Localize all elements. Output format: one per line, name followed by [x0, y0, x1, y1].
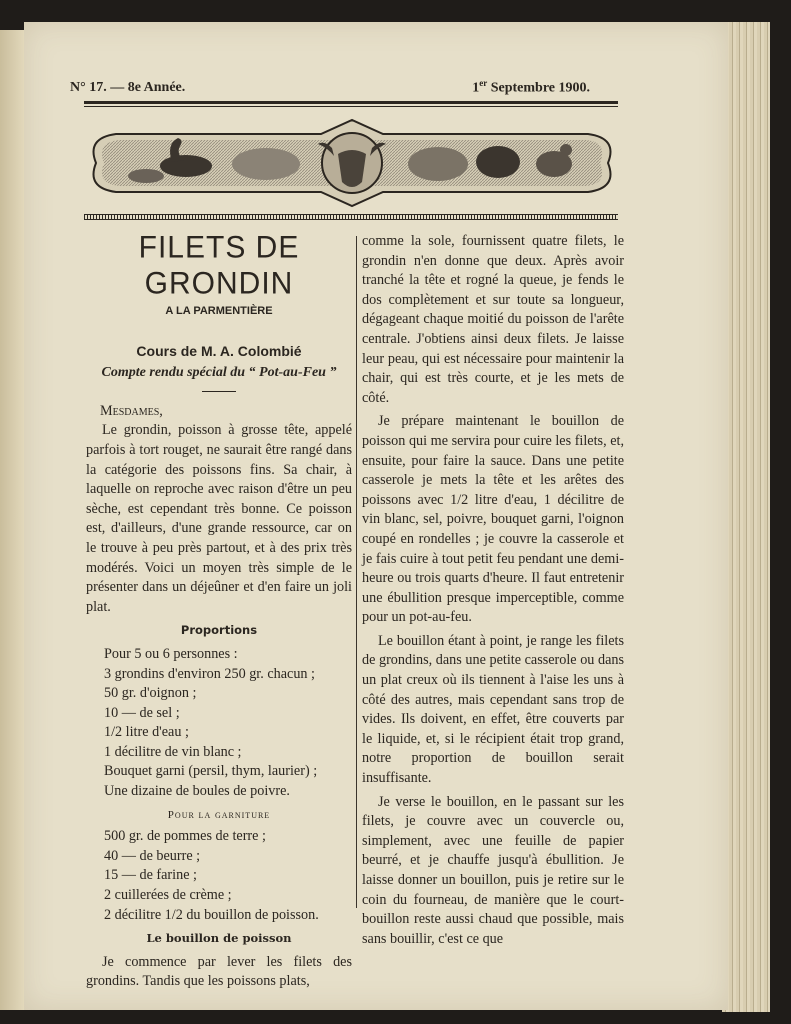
pig-icon [408, 147, 468, 181]
animal-vignette-banner [86, 118, 618, 208]
proportions-list [86, 645, 352, 802]
list-item: 1/2 litre d'eau ; [104, 724, 189, 741]
right-paragraph-1: comme la sole, fournissent quatre filets, le grondin n'en donne que deux. Après avoir tranché la tête et rogné la queue, je fends le dos complètement et sur toute sa longueur, dégageant chaque moitié du poisson de l'arête centrale. J'obtiens ainsi deux filets. Je laisse leur peau, qui est nécessaire pour maintenir la chair, qui est très courte, et je les mets de côté. [362, 233, 624, 406]
banner-rule [84, 214, 618, 220]
list-item: Une dizaine de boules de poivre. [104, 783, 290, 800]
intro-paragraph: Le grondin, poisson à grosse tête, appelé parfois à tort rouget, ne saurait être rangé dans la catégorie des poissons fins. Sa chair, à laquelle on reproche avec raison d'être un peu sèche, est cependant très bonne. Ce poisson est, d'ailleurs, d'une grande ressource, car on le trouve à peu près partout, et à des prix très modérés. Voici un moyen très simple de le présenter dans un déjeûner et d'en faire un joli plat. [86, 422, 352, 615]
article-title: FILETS DE GRONDIN [138, 230, 300, 301]
issue-date: 1er Septembre 1900. [472, 78, 590, 96]
garniture-heading: Pour la garniture [167, 808, 271, 821]
list-item: 50 gr. d'oignon ; [104, 685, 197, 702]
list-item: 2 cuillerées de crème ; [104, 887, 232, 904]
article-subtitle: A LA PARMENTIÈRE [165, 305, 273, 317]
list-item: 1 décilitre de vin blanc ; [104, 743, 242, 760]
page-stack-edge [722, 22, 770, 1012]
right-paragraph-4: Je verse le bouillon, en le passant sur les filets, je couvre avec un couvercle ou, simplement, avec une feuille de papier beurré, et je chauffe jusqu'à ébullition. Je laisse donner un bouillon, puis je retire sur le coin du fourneau, de manière que le court-bouillon reste aussi chaud que possible, mais sans bouillir, c'est ce que [362, 793, 624, 947]
header-rule-thin [84, 106, 618, 107]
short-rule [202, 391, 236, 392]
course-attribution: Cours de M. A. Colombié [136, 342, 302, 359]
left-tail-paragraph: Je commence par lever les filets des grondins. Tandis que les poissons plats, [86, 953, 352, 990]
list-item: 40 — de beurre ; [104, 847, 201, 864]
bouillon-heading: Le bouillon de poisson [146, 931, 292, 946]
turkey-icon [476, 146, 520, 178]
right-column [362, 232, 624, 949]
report-credit: Compte rendu spécial du “ Pot-au-Feu ” [101, 365, 337, 381]
left-column [86, 232, 352, 992]
list-item: Pour 5 ou 6 personnes : [104, 645, 238, 662]
previous-page-edge [0, 30, 24, 1010]
greeting: Mesdames, [100, 402, 163, 419]
list-item: Bouquet garni (persil, thym, laurier) ; [104, 763, 318, 780]
proportions-heading: Proportions [180, 623, 258, 638]
list-item: 500 gr. de pommes de terre ; [104, 828, 266, 845]
header-rule [84, 101, 618, 104]
sheep-icon [232, 148, 300, 180]
list-item: 10 — de sel ; [104, 704, 180, 721]
list-item: 2 décilitre 1/2 du bouillon de poisson. [104, 906, 319, 923]
list-item: 15 — de farine ; [104, 867, 197, 884]
right-paragraph-3: Le bouillon étant à point, je range les filets de grondins, dans une petite casserole ou dans un plat creux où ils tiennent à l'aise les uns à côté des autres, mais cependant sans trop de vides. Ils doivent, en effet, être couverts par le liquide, et, si le récipient était trop grand, notre proportion de bouillon serait insuffisante. [362, 632, 624, 787]
issue-number: N° 17. — 8e Année. [70, 80, 186, 95]
garniture-list [86, 827, 352, 925]
column-divider [356, 236, 357, 908]
right-paragraph-2: Je prépare maintenant le bouillon de poisson qui me servira pour cuire les filets, et, ensuite, pour faire la sauce. Dans une petite casserole je mets la tête et les arêtes des poissons avec 1/2 litre d'eau, 1 décilitre de vin blanc, sel, poivre, bouquet garni, l'oignon coupé en rondelles ; je couvre la casserole et je fais cuire à tout petit feu pendant une demi-heure ou trois quarts d'heure. Il faut entretenir une ébullition presque imperceptible, comme pour un pot-au-feu. [362, 413, 624, 626]
list-item: 3 grondins d'environ 250 gr. chacun ; [104, 665, 315, 682]
